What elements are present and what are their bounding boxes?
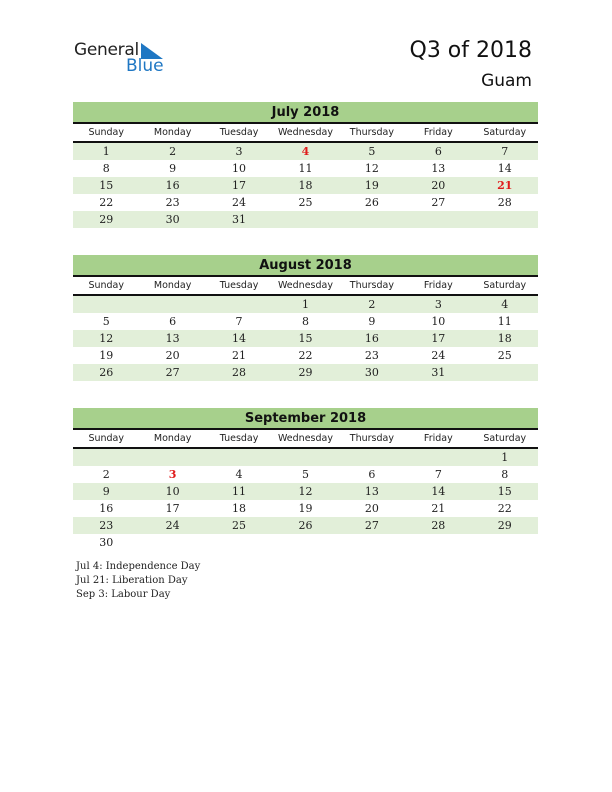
weekday-label: Friday [423,433,453,444]
weekday-label: Sunday [88,280,124,291]
week-row [73,160,538,177]
week-row [73,534,538,551]
day-cell: 6 [169,315,177,328]
day-cell: 8 [102,162,110,175]
day-cell: 11 [497,315,512,328]
weekday-label: Friday [423,127,453,138]
logo-word-general: General [74,40,139,60]
day-cell: 13 [364,485,379,498]
day-cell: 22 [298,349,313,362]
day-cell: 1 [501,451,509,464]
weekday-label: Wednesday [277,127,333,138]
day-cell: 15 [99,179,114,192]
day-cell [405,211,471,228]
day-cell: 12 [298,485,313,498]
weekday-label: Sunday [88,127,124,138]
day-cell: 23 [99,519,114,532]
week-row [73,483,538,500]
day-cell: 16 [99,502,114,515]
day-cell: 2 [169,145,177,158]
day-cell: 19 [364,179,379,192]
day-cell: 10 [431,315,446,328]
day-cell: 13 [431,162,446,175]
day-cell: 3 [434,298,442,311]
day-cell: 3 [168,468,177,481]
day-cell [405,449,471,466]
day-cell: 10 [165,485,180,498]
weekday-label: Monday [153,127,192,138]
week-row [73,143,538,160]
day-cell: 17 [232,179,247,192]
week-row [73,330,538,347]
day-cell: 20 [165,349,180,362]
day-cell: 4 [235,468,243,481]
month-title: July 2018 [73,102,538,124]
day-cell: 6 [434,145,442,158]
month-calendar-july [73,102,538,228]
day-cell: 21 [497,179,513,192]
weekday-label: Tuesday [219,280,259,291]
holiday-note: Jul 4: Independence Day [76,561,201,572]
week-row [73,517,538,534]
day-cell: 16 [364,332,379,345]
day-cell: 27 [431,196,446,209]
day-cell: 12 [99,332,114,345]
day-cell: 26 [99,366,114,379]
day-cell: 26 [364,196,379,209]
region-label: Guam [481,71,532,91]
day-cell: 9 [169,162,177,175]
day-cell: 9 [102,485,110,498]
holiday-note: Jul 21: Liberation Day [76,575,188,586]
holiday-notes [76,560,200,602]
weekday-label: Thursday [349,127,394,138]
day-cell: 31 [232,213,247,226]
day-cell [139,534,205,551]
week-row [73,211,538,228]
day-cell [272,211,338,228]
day-cell: 28 [431,519,446,532]
page-title: Q3 of 2018 [409,38,532,63]
day-cell [73,296,139,313]
month-calendar-september [73,408,538,551]
day-cell [139,449,205,466]
week-row [73,313,538,330]
day-cell: 11 [232,485,247,498]
day-cell: 21 [431,502,446,515]
weekday-label: Saturday [483,280,527,291]
week-row [73,194,538,211]
day-cell: 18 [232,502,247,515]
day-cell: 26 [298,519,313,532]
month-title: September 2018 [73,408,538,430]
day-cell: 9 [368,315,376,328]
day-cell: 15 [298,332,313,345]
day-cell: 2 [368,298,376,311]
weekday-label: Wednesday [277,433,333,444]
day-cell [472,211,538,228]
day-cell: 27 [364,519,379,532]
week-row [73,449,538,466]
day-cell: 25 [232,519,247,532]
weekday-label: Wednesday [277,280,333,291]
day-cell: 14 [497,162,512,175]
day-cell: 28 [497,196,512,209]
day-cell [206,534,272,551]
day-cell: 8 [301,315,309,328]
day-cell: 1 [102,145,110,158]
day-cell: 29 [497,519,512,532]
weekday-label: Monday [153,280,192,291]
weekday-label: Sunday [88,433,124,444]
day-cell [206,449,272,466]
day-cell: 19 [298,502,313,515]
weekday-label: Tuesday [219,433,259,444]
day-cell: 5 [368,145,376,158]
week-row [73,500,538,517]
day-cell: 5 [102,315,110,328]
day-cell: 15 [497,485,512,498]
day-cell: 1 [301,298,309,311]
day-cell: 8 [501,468,509,481]
day-cell: 24 [232,196,247,209]
day-cell: 2 [102,468,110,481]
day-cell: 11 [298,162,313,175]
weekday-label: Friday [423,280,453,291]
weekday-header-row [73,124,538,143]
weekday-header-row [73,430,538,449]
month-title: August 2018 [73,255,538,277]
day-cell: 23 [364,349,379,362]
logo-word-blue: Blue [126,56,164,76]
day-cell: 30 [165,213,180,226]
day-cell [272,534,338,551]
day-cell: 20 [364,502,379,515]
day-cell: 19 [99,349,114,362]
day-cell: 25 [298,196,313,209]
day-cell [339,449,405,466]
month-calendar-august [73,255,538,381]
weekday-label: Thursday [349,280,394,291]
day-cell: 12 [364,162,379,175]
day-cell: 29 [99,213,114,226]
week-row [73,177,538,194]
day-cell: 30 [364,366,379,379]
day-cell [405,534,471,551]
week-row [73,364,538,381]
day-cell [272,449,338,466]
day-cell: 3 [235,145,243,158]
holiday-note: Sep 3: Labour Day [76,589,171,600]
day-cell: 4 [301,145,310,158]
day-cell: 6 [368,468,376,481]
day-cell [339,534,405,551]
day-cell: 17 [431,332,446,345]
weekday-label: Thursday [349,433,394,444]
day-cell [73,449,139,466]
day-cell: 18 [298,179,313,192]
day-cell: 18 [497,332,512,345]
day-cell [472,364,538,381]
day-cell: 7 [434,468,442,481]
day-cell: 24 [165,519,180,532]
day-cell [472,534,538,551]
day-cell: 7 [235,315,243,328]
day-cell: 10 [232,162,247,175]
day-cell: 21 [232,349,247,362]
day-cell: 27 [165,366,180,379]
day-cell [206,296,272,313]
day-cell: 14 [431,485,446,498]
week-row [73,466,538,483]
day-cell: 16 [165,179,180,192]
day-cell [139,296,205,313]
day-cell: 24 [431,349,446,362]
weekday-label: Tuesday [219,127,259,138]
day-cell: 20 [431,179,446,192]
day-cell: 23 [165,196,180,209]
weekday-label: Saturday [483,127,527,138]
day-cell: 4 [501,298,509,311]
day-cell: 22 [497,502,512,515]
weekday-header-row [73,277,538,296]
day-cell: 28 [232,366,247,379]
day-cell: 17 [165,502,180,515]
day-cell [339,211,405,228]
weekday-label: Monday [153,433,192,444]
week-row [73,347,538,364]
day-cell: 30 [99,536,114,549]
week-row [73,296,538,313]
day-cell: 13 [165,332,180,345]
day-cell: 31 [431,366,446,379]
day-cell: 29 [298,366,313,379]
day-cell: 25 [497,349,512,362]
day-cell: 14 [232,332,247,345]
day-cell: 7 [501,145,509,158]
weekday-label: Saturday [483,433,527,444]
day-cell: 22 [99,196,114,209]
day-cell: 5 [301,468,309,481]
